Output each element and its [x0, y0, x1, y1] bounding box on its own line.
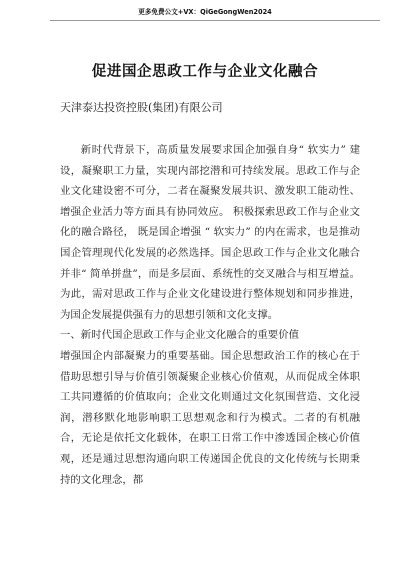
section-paragraph: 增强国企内部凝聚力的重要基础。国企思想政治工作的核心在于借助思想引导与价值引领凝聚企业核心价值观，从而促成全体职工共同遵循的价值取向；企业文化则通过文化氛围营造、文化浸润，潜移默化地影响职工思想观念和行为模式。二者的有机融合，无论是依托文化载体，在职工日常工作中渗透国企核心价值观，还是通过思想沟通向职工传递国企优良的文化传统与长期秉持的文化理念，都 [60, 349, 360, 486]
header-divider [50, 20, 380, 21]
header-note: 更多免费公文+VX：QiGeGongWen2024 [138, 8, 272, 16]
document-title: 促进国企思政工作与企业文化融合 [91, 63, 319, 80]
section-heading: 一、新时代国企思政工作与企业文化融合的重要价值 [60, 329, 299, 342]
organization-name: 天津泰达投资控股(集团)有限公司 [60, 101, 223, 114]
document-body [60, 140, 360, 490]
intro-paragraph: 新时代背景下，高质量发展要求国企加强自身“ 软实力” 建设，凝聚职工力量，实现内部挖潜和可持续发展。思政工作与企业文化建设密不可分，二者在凝聚发展共识、激发职工能动性、增强企业活力等方面具有协同效应。 积极探索思政工作与企业文化的融合路径， 既是国企增强 “ 软实力” 的内在需求，也是推动国企管理现代化发展的必然选择。国企思政工作与企业文化融合并非“ 简单拼盘”，而是多层面、系统性的交叉融合与相互增益。为此，需对思政工作与企业文化建设进行整体规划和同步推进，为国企发展提供强有力的思想引领和文化支撑。 [60, 144, 360, 321]
